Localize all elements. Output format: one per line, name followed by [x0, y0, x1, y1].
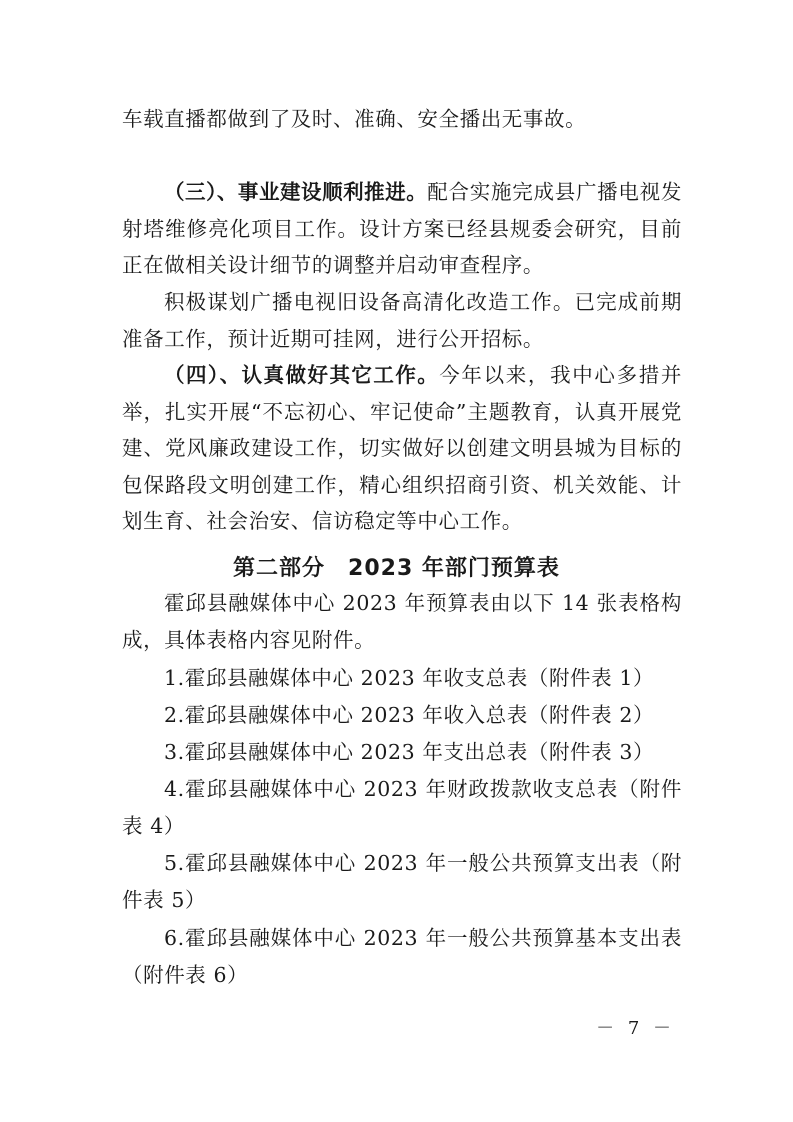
- page-number: － 7 －: [596, 1018, 675, 1039]
- list-item: 5.霍邱县融媒体中心 2023 年一般公共预算支出表（附件表 5）: [122, 851, 682, 912]
- list-item: 3.霍邱县融媒体中心 2023 年支出总表（附件表 3）: [164, 740, 655, 764]
- paragraph-construction-body: 配合实施完成县广播电视发射塔维修亮化项目工作。设计方案已经县规委会研究，目前正在做相关设计细节的调整并启动审查程序。: [122, 180, 682, 277]
- paragraph-broadcast-safety: 车载直播都做到了及时、准确、安全播出无事故。: [122, 107, 587, 131]
- section-heading-part-two: 第二部分 2023 年部门预算表: [233, 556, 560, 581]
- list-item: 1.霍邱县融媒体中心 2023 年收支总表（附件表 1）: [164, 666, 655, 690]
- paragraph-budget-intro: 霍邱县融媒体中心 2023 年预算表由以下 14 张表格构成，具体表格内容见附件。: [122, 591, 682, 652]
- section-lead-three: （三）、事业建设顺利推进。: [164, 180, 428, 204]
- list-item: 6.霍邱县融媒体中心 2023 年一般公共预算基本支出表（附件表 6）: [122, 926, 682, 987]
- list-item: 4.霍邱县融媒体中心 2023 年财政拨款收支总表（附件表 4）: [122, 777, 682, 838]
- paragraph-other-work: [122, 357, 682, 540]
- paragraph-equipment-upgrade: 积极谋划广播电视旧设备高清化改造工作。已完成前期准备工作，预计近期可挂网，进行公开招标。: [122, 290, 682, 351]
- section-lead-four: （四）、认真做好其它工作。: [164, 363, 440, 387]
- paragraph-other-work-body: 今年以来，我中心多措并举，扎实开展“不忘初心、牢记使命”主题教育，认真开展党建、党风廉政建设工作，切实做好以创建文明县城为目标的包保路段文明创建工作，精心组织招商引资、机关效能、计划生育、社会治安、信访稳定等中心工作。: [122, 363, 682, 533]
- paragraph-construction: [122, 174, 682, 284]
- list-item: 2.霍邱县融媒体中心 2023 年收入总表（附件表 2）: [164, 703, 655, 727]
